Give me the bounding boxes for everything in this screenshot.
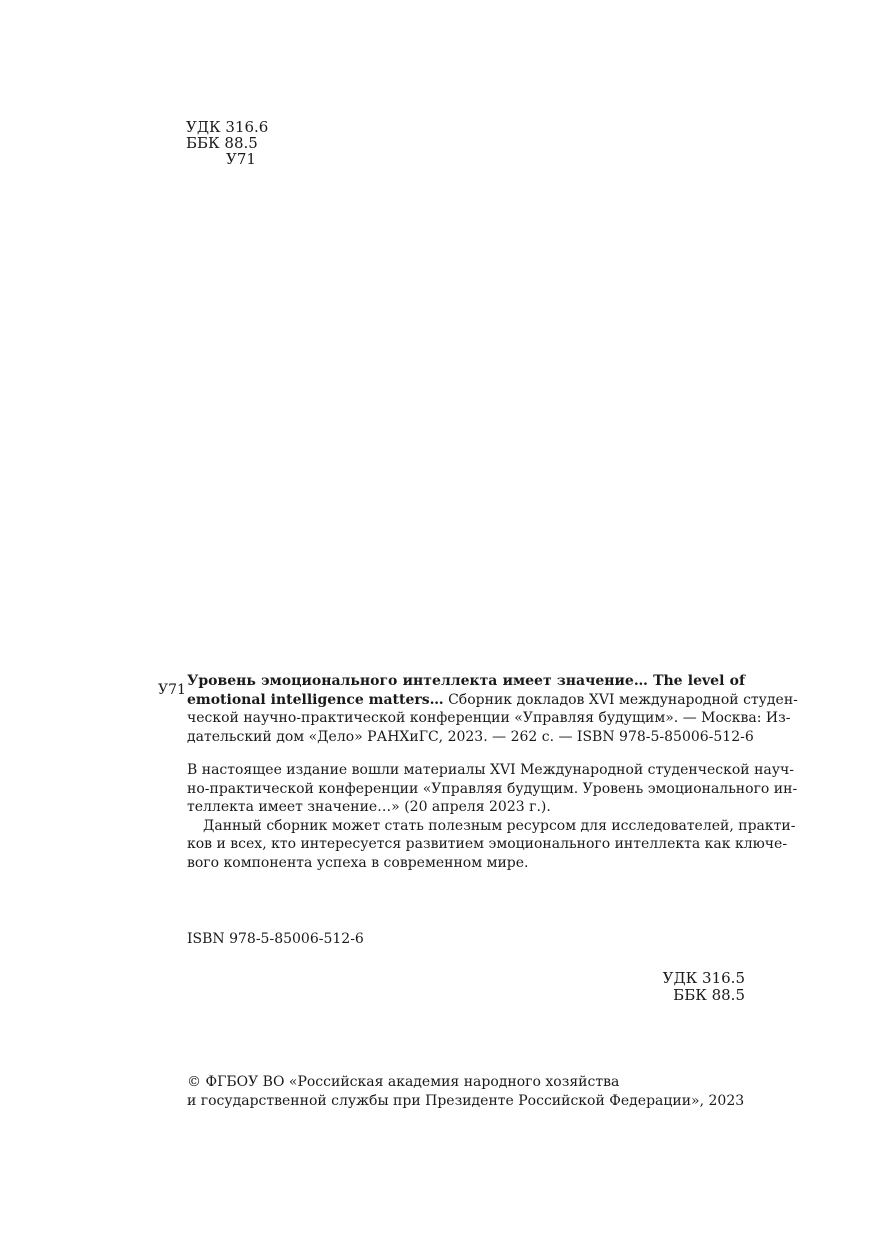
udk-code: УДК 316.5 (662, 969, 745, 987)
top-classification-codes (186, 119, 268, 167)
bbk-code: ББК 88.5 (186, 134, 258, 152)
annotation-line: В настоящее издание вошли материалы XVI Международной студенческой науч- (187, 762, 794, 778)
biblio-text: дательский дом «Дело» РАНХиГС, 2023. — 262 с. — ISBN 978-5-85006-512-6 (187, 728, 754, 745)
udk-code: УДК 316.6 (186, 118, 269, 136)
biblio-title-bold: Уровень эмоционального интеллекта имеет значение… The level of (187, 673, 745, 689)
biblio-line (187, 709, 791, 728)
biblio-line (187, 691, 798, 710)
annotation-line: но-практической конференции «Управляя будущим. Уровень эмоционального ин- (187, 780, 798, 797)
isbn: ISBN 978-5-85006-512-6 (187, 931, 364, 947)
copyright-line: © ФГБОУ ВО «Российская академия народного хозяйства (187, 1074, 620, 1090)
biblio-text: Сборник докладов XVI международной студен- (443, 691, 798, 708)
annotation-line: вого компонента успеха в современном мире. (187, 854, 529, 871)
biblio-line (187, 728, 754, 747)
bottom-classification-codes (663, 970, 745, 1003)
copyright-notice (187, 1073, 744, 1111)
biblio-line (187, 672, 745, 691)
author-mark: У71 (158, 682, 186, 698)
bibliographic-description (187, 672, 798, 746)
bbk-code: ББК 88.5 (673, 985, 745, 1004)
annotation-line: теллекта имеет значение…» (20 апреля 2023 г.). (187, 799, 551, 815)
author-sign: У71 (226, 150, 256, 168)
annotation-line: Данный сборник может стать полезным ресурсом для исследователей, практи- (203, 817, 796, 834)
copyright-line: и государственной службы при Президенте Российской Федерации», 2023 (187, 1093, 745, 1109)
annotation (187, 761, 798, 872)
annotation-line: ков и всех, кто интересуется развитием эмоционального интеллекта как ключе- (187, 836, 788, 852)
biblio-text: ческой научно-практической конференции «Управляя будущим». — Москва: Из- (187, 710, 791, 726)
biblio-title-bold: emotional intelligence matters… (187, 691, 444, 708)
